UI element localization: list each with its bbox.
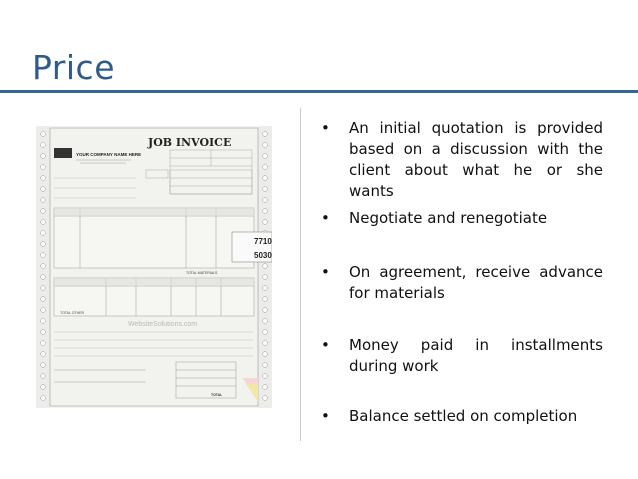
feed-hole: [41, 352, 46, 357]
feed-hole: [263, 286, 268, 291]
title-divider: [0, 90, 638, 93]
feed-hole: [263, 220, 268, 225]
feed-hole: [263, 319, 268, 324]
feed-hole: [41, 275, 46, 280]
total-materials-label: TOTAL MATERIALS: [186, 271, 218, 275]
feed-hole: [263, 341, 268, 346]
bullet-text: Balance settled on completion: [349, 407, 578, 425]
feed-hole: [41, 253, 46, 258]
feed-hole: [41, 187, 46, 192]
bullet-dot: •: [321, 407, 330, 425]
bullet-dot: •: [321, 119, 330, 137]
bullet-text: An initial quotation is provided based on a discussion with the client about what he or she wants: [349, 119, 603, 200]
slide-title: Price: [32, 48, 116, 87]
feed-hole: [41, 297, 46, 302]
feed-hole: [41, 154, 46, 159]
company-name: YOUR COMPANY NAME HERE: [76, 152, 142, 157]
feed-hole: [41, 374, 46, 379]
bullet-item: [321, 406, 603, 427]
feed-hole: [263, 132, 268, 137]
job-invoice-image: [36, 126, 272, 408]
feed-hole: [41, 242, 46, 247]
feed-hole: [41, 341, 46, 346]
bullet-list: [300, 108, 611, 441]
invoice-heading: JOB INVOICE: [148, 136, 232, 149]
feed-hole: [41, 286, 46, 291]
feed-hole: [263, 264, 268, 269]
feed-hole: [263, 396, 268, 401]
bullet-item: [321, 118, 603, 202]
feed-hole: [41, 363, 46, 368]
stub-number-1: 7710: [254, 237, 272, 246]
invoice-illustration: [36, 126, 272, 408]
company-logo: [54, 148, 72, 158]
feed-hole: [263, 187, 268, 192]
bullet-item: [321, 262, 603, 304]
feed-hole: [263, 176, 268, 181]
feed-hole: [263, 385, 268, 390]
total-other-label: TOTAL OTHER: [60, 311, 85, 315]
feed-hole: [41, 264, 46, 269]
total-label: TOTAL: [211, 393, 223, 397]
feed-hole: [263, 275, 268, 280]
bullet-dot: •: [321, 336, 330, 354]
feed-hole: [41, 319, 46, 324]
feed-hole: [263, 352, 268, 357]
feed-hole: [41, 220, 46, 225]
bullet-item: [321, 208, 603, 229]
feed-hole: [41, 330, 46, 335]
watermark: WebsiteSolutions.com: [128, 321, 198, 328]
feed-hole: [41, 198, 46, 203]
feed-hole: [41, 143, 46, 148]
feed-hole: [41, 132, 46, 137]
bullet-dot: •: [321, 209, 330, 227]
materials-table: [54, 208, 254, 268]
bullet-text: On agreement, receive advance for materials: [349, 263, 603, 302]
feed-hole: [263, 374, 268, 379]
bullet-text: Money paid in installments during work: [349, 336, 603, 375]
feed-hole: [263, 363, 268, 368]
feed-hole: [263, 297, 268, 302]
bullet-item: [321, 335, 603, 377]
feed-hole: [263, 209, 268, 214]
feed-hole: [263, 165, 268, 170]
feed-hole: [41, 165, 46, 170]
feed-hole: [41, 176, 46, 181]
feed-hole: [263, 143, 268, 148]
feed-hole: [41, 209, 46, 214]
feed-hole: [41, 396, 46, 401]
feed-hole: [263, 154, 268, 159]
stub-number-2: 5030: [254, 251, 272, 260]
feed-hole: [263, 198, 268, 203]
feed-hole: [263, 330, 268, 335]
feed-hole: [41, 231, 46, 236]
bullet-dot: •: [321, 263, 330, 281]
feed-hole: [263, 308, 268, 313]
feed-hole: [41, 308, 46, 313]
feed-hole: [41, 385, 46, 390]
bullet-text: Negotiate and renegotiate: [349, 209, 548, 227]
